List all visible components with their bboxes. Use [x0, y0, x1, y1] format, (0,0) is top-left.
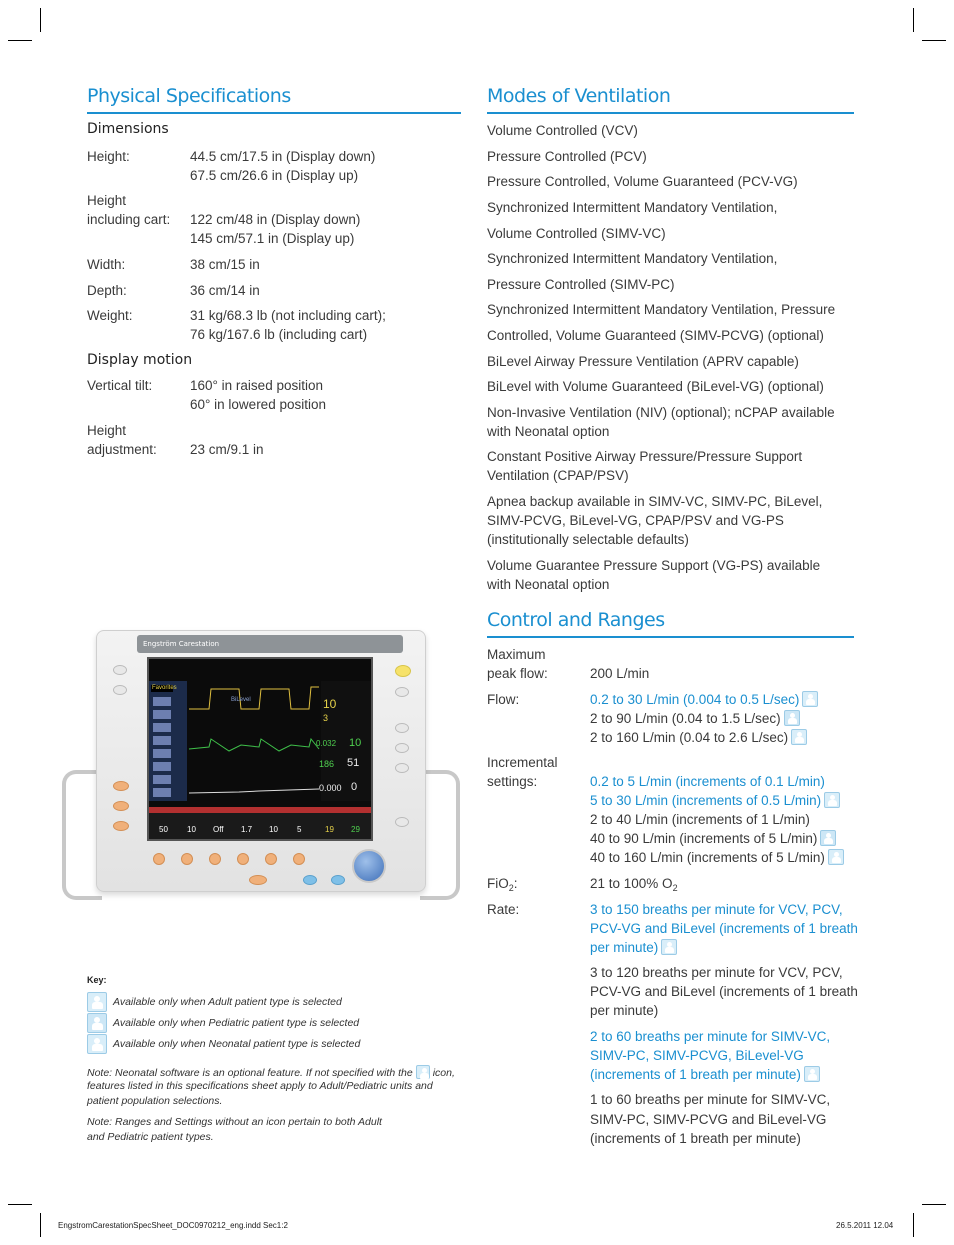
mode-line: Volume Controlled (SIMV-VC): [487, 226, 666, 241]
quick-key-button: [181, 853, 193, 865]
height-cart-label: Height: [87, 193, 127, 208]
crop-mark: [8, 1204, 32, 1205]
neonatal-icon: [661, 939, 677, 955]
setting-value: 1.7: [241, 825, 253, 834]
device-brand: Engström Carestation: [143, 640, 220, 648]
max-flow-label: peak flow:: [487, 666, 548, 681]
tilt-value: 60° in lowered position: [190, 397, 326, 412]
key-neonatal: Available only when Neonatal patient type is selected: [113, 1038, 361, 1050]
rate-value: (increments of 1 breath per minute): [590, 1131, 801, 1146]
rate-value: 3 to 120 breaths per minute for VCV, PCV,: [590, 965, 843, 980]
standby-button: [113, 685, 127, 695]
width-value: 38 cm/15 in: [190, 257, 260, 272]
flow-text: 2 to 160 L/min (0.04 to 2.6 L/sec): [590, 730, 789, 745]
mode-line: Synchronized Intermittent Mandatory Ventilation,: [487, 251, 778, 266]
mode-line: Ventilation (CPAP/PSV): [487, 468, 629, 483]
rate-value: PCV-VG and BiLevel (increments of 1 breath: [590, 921, 858, 936]
rate-value: 1 to 60 breaths per minute for SIMV-VC,: [590, 1092, 831, 1107]
rate-label: Rate:: [487, 902, 520, 917]
max-flow-value: 200 L/min: [590, 666, 650, 681]
control-knob: [352, 849, 386, 883]
inc-text: 40 to 90 L/min (increments of 5 L/min): [590, 831, 818, 846]
rate-value: 2 to 60 breaths per minute for SIMV-VC,: [590, 1029, 831, 1044]
mode-line: Pressure Controlled (SIMV-PC): [487, 277, 675, 292]
mode-line: BiLevel with Volume Guaranteed (BiLevel-VG) (optional): [487, 379, 824, 394]
setting-value: 19: [325, 825, 334, 834]
rate-value: SIMV-PC, SIMV-PCVG and BiLevel-VG: [590, 1112, 827, 1127]
readout: 0.032: [316, 739, 337, 748]
rate-value: SIMV-PC, SIMV-PCVG, BiLevel-VG: [590, 1048, 804, 1063]
key-adult: Available only when Adult patient type is selected: [113, 996, 342, 1008]
right-panel-button: [395, 817, 409, 827]
readout: 0.000: [319, 783, 342, 793]
rate-value: 3 to 150 breaths per minute for VCV, PCV,: [590, 902, 843, 917]
mode-line: Synchronized Intermittent Mandatory Ventilation, Pressure: [487, 302, 836, 317]
mode-line: with Neonatal option: [487, 424, 610, 439]
crop-mark: [40, 8, 41, 32]
key-heading: Key:: [87, 975, 107, 985]
flow-value-adult: [590, 728, 807, 747]
neonatal-icon: [804, 1066, 820, 1082]
rate-value: [590, 938, 677, 957]
mode-line: Controlled, Volume Guaranteed (SIMV-PCVG) (optional): [487, 328, 824, 343]
rate-text: per minute): [590, 940, 659, 955]
neonatal-icon: [416, 1065, 430, 1079]
note-text: icon,: [432, 1067, 455, 1079]
pediatric-icon: [820, 830, 836, 846]
modes-rule: [487, 112, 854, 114]
modes-heading: Modes of Ventilation: [487, 85, 671, 107]
inc-value: [590, 829, 836, 848]
key-pediatric: Available only when Pediatric patient type is selected: [113, 1017, 360, 1029]
adult-icon: [791, 729, 807, 745]
neonatal-icon: [87, 1034, 107, 1054]
inc-value: 0.2 to 5 L/min (increments of 0.1 L/min): [590, 774, 825, 789]
weight-value: 31 kg/68.3 lb (not including cart);: [190, 308, 386, 323]
bottom-button: [331, 875, 345, 885]
mode-line: Constant Positive Airway Pressure/Pressure Support: [487, 449, 803, 464]
setting-value: Off: [213, 825, 224, 834]
readout: 51: [347, 757, 360, 769]
weight-label: Weight:: [87, 308, 133, 323]
crop-mark: [8, 40, 32, 41]
setting-value: 10: [269, 825, 278, 834]
readout: 10: [349, 737, 362, 749]
bottom-button: [249, 875, 267, 885]
fio2-label-colon: :: [513, 876, 518, 891]
mode-line: Pressure Controlled (PCV): [487, 149, 647, 164]
mode-line: Volume Guarantee Pressure Support (VG-PS) available: [487, 558, 821, 573]
cart-handle-right: [420, 770, 460, 900]
fio2-value: [590, 874, 678, 898]
flow-value-neonatal: [590, 690, 818, 709]
rate-text: (increments of 1 breath per minute): [590, 1067, 801, 1082]
mode-line: Volume Controlled (VCV): [487, 123, 638, 138]
note-text: Note: Neonatal software is an optional feature. If not specified with the: [87, 1067, 413, 1079]
note-neonatal: patient population selections.: [87, 1095, 223, 1107]
fio2-value-sub: 2: [672, 883, 678, 893]
flow-text: 0.2 to 30 L/min (0.004 to 0.5 L/sec): [590, 692, 800, 707]
bottom-button: [303, 875, 317, 885]
fio2-label-text: FiO: [487, 876, 509, 891]
favorites-label: Favorites: [152, 685, 177, 691]
readout: 3: [323, 713, 329, 723]
side-button: [113, 821, 129, 831]
right-panel-button: [395, 743, 409, 753]
height-label: Height:: [87, 149, 130, 164]
mode-line: Synchronized Intermittent Mandatory Ventilation,: [487, 200, 778, 215]
quick-key-button: [265, 853, 277, 865]
incremental-label: settings:: [487, 774, 538, 789]
mode-line: (institutionally selectable defaults): [487, 532, 689, 547]
fio2-label: [487, 874, 518, 898]
setting-value: 50: [159, 825, 168, 834]
inc-text: 40 to 160 L/min (increments of 5 L/min): [590, 850, 825, 865]
inc-value: 2 to 40 L/min (increments of 1 L/min): [590, 812, 810, 827]
control-rule: [487, 636, 854, 638]
note-neonatal: features listed in this specifications sheet apply to Adult/Pediatric units and: [87, 1080, 433, 1092]
waveform-display: [149, 659, 371, 839]
control-ranges-heading: Control and Ranges: [487, 609, 665, 631]
height-value: 44.5 cm/17.5 in (Display down): [190, 149, 376, 164]
device-screen: [147, 657, 373, 841]
mode-line: Pressure Controlled, Volume Guaranteed (PCV-VG): [487, 174, 798, 189]
quick-key-button: [209, 853, 221, 865]
right-panel-button: [395, 687, 409, 697]
adjustment-label: Height: [87, 423, 127, 438]
readout: 0: [351, 781, 358, 793]
side-button: [113, 801, 129, 811]
inc-value: [590, 791, 840, 810]
weight-value: 76 kg/167.6 lb (including cart): [190, 327, 368, 342]
adjustment-value: 23 cm/9.1 in: [190, 442, 264, 457]
height-value: 67.5 cm/26.6 in (Display up): [190, 168, 359, 183]
height-cart-value: 145 cm/57.1 in (Display up): [190, 231, 355, 246]
pediatric-icon: [784, 710, 800, 726]
right-panel-button: [395, 763, 409, 773]
readout: 10: [323, 697, 337, 711]
height-cart-label: including cart:: [87, 212, 171, 227]
crop-mark: [40, 1213, 41, 1237]
mode-label: BiLevel: [231, 697, 251, 703]
mode-line: with Neonatal option: [487, 577, 610, 592]
silence-alarm-button: [395, 665, 411, 677]
dimensions-heading: Dimensions: [87, 121, 169, 137]
max-flow-label: Maximum: [487, 647, 546, 662]
footer-filename: EngstromCarestationSpecSheet_DOC0970212_eng.indd Sec1:2: [58, 1221, 288, 1230]
inc-value: [590, 848, 844, 867]
footer-date: 26.5.2011 12.04: [836, 1221, 894, 1230]
fio2-value-text: 21 to 100% O: [590, 876, 673, 891]
readout: 186: [319, 759, 335, 769]
depth-value: 36 cm/14 in: [190, 283, 260, 298]
tilt-value: 160° in raised position: [190, 378, 323, 393]
crop-mark: [922, 40, 946, 41]
neonatal-icon: [802, 691, 818, 707]
note-ranges: Note: Ranges and Settings without an icon pertain to both Adult: [87, 1116, 382, 1128]
setting-value: 10: [187, 825, 196, 834]
neonatal-icon: [824, 792, 840, 808]
pediatric-icon: [87, 1013, 107, 1033]
rate-value: per minute): [590, 1003, 659, 1018]
inc-text: 5 to 30 L/min (increments of 0.5 L/min): [590, 793, 822, 808]
width-label: Width:: [87, 257, 126, 272]
mode-line: Non-Invasive Ventilation (NIV) (optional); nCPAP available: [487, 405, 835, 420]
quick-key-button: [153, 853, 165, 865]
tilt-label: Vertical tilt:: [87, 378, 153, 393]
incremental-label: Incremental: [487, 755, 558, 770]
power-button: [113, 665, 127, 675]
adjustment-label: adjustment:: [87, 442, 157, 457]
physical-rule: [87, 112, 461, 114]
physical-specifications-heading: Physical Specifications: [87, 85, 291, 107]
setting-value: 5: [297, 825, 302, 834]
flow-text: 2 to 90 L/min (0.04 to 1.5 L/sec): [590, 711, 781, 726]
adult-icon: [828, 849, 844, 865]
mode-line: BiLevel Airway Pressure Ventilation (APRV capable): [487, 354, 799, 369]
crop-mark: [922, 1204, 946, 1205]
depth-label: Depth:: [87, 283, 127, 298]
mode-line: SIMV-PCVG, BiLevel-VG, CPAP/PSV and VG-PS: [487, 513, 784, 528]
display-motion-heading: Display motion: [87, 352, 193, 368]
ventilator-image: [96, 630, 426, 892]
crop-mark: [913, 1213, 914, 1237]
quick-key-button: [293, 853, 305, 865]
mode-line: Apnea backup available in SIMV-VC, SIMV-PC, BiLevel,: [487, 494, 823, 509]
height-cart-value: 122 cm/48 in (Display down): [190, 212, 361, 227]
flow-label: Flow:: [487, 692, 520, 707]
fio2-label-sub: 2: [508, 883, 514, 893]
side-button: [113, 781, 129, 791]
setting-value: 29: [351, 825, 360, 834]
quick-key-button: [237, 853, 249, 865]
note-ranges: and Pediatric patient types.: [87, 1131, 214, 1143]
right-panel-button: [395, 723, 409, 733]
flow-value-pediatric: [590, 709, 800, 728]
crop-mark: [913, 8, 914, 32]
adult-icon: [87, 992, 107, 1012]
rate-value: PCV-VG and BiLevel (increments of 1 breath: [590, 984, 858, 999]
rate-value: [590, 1065, 820, 1084]
